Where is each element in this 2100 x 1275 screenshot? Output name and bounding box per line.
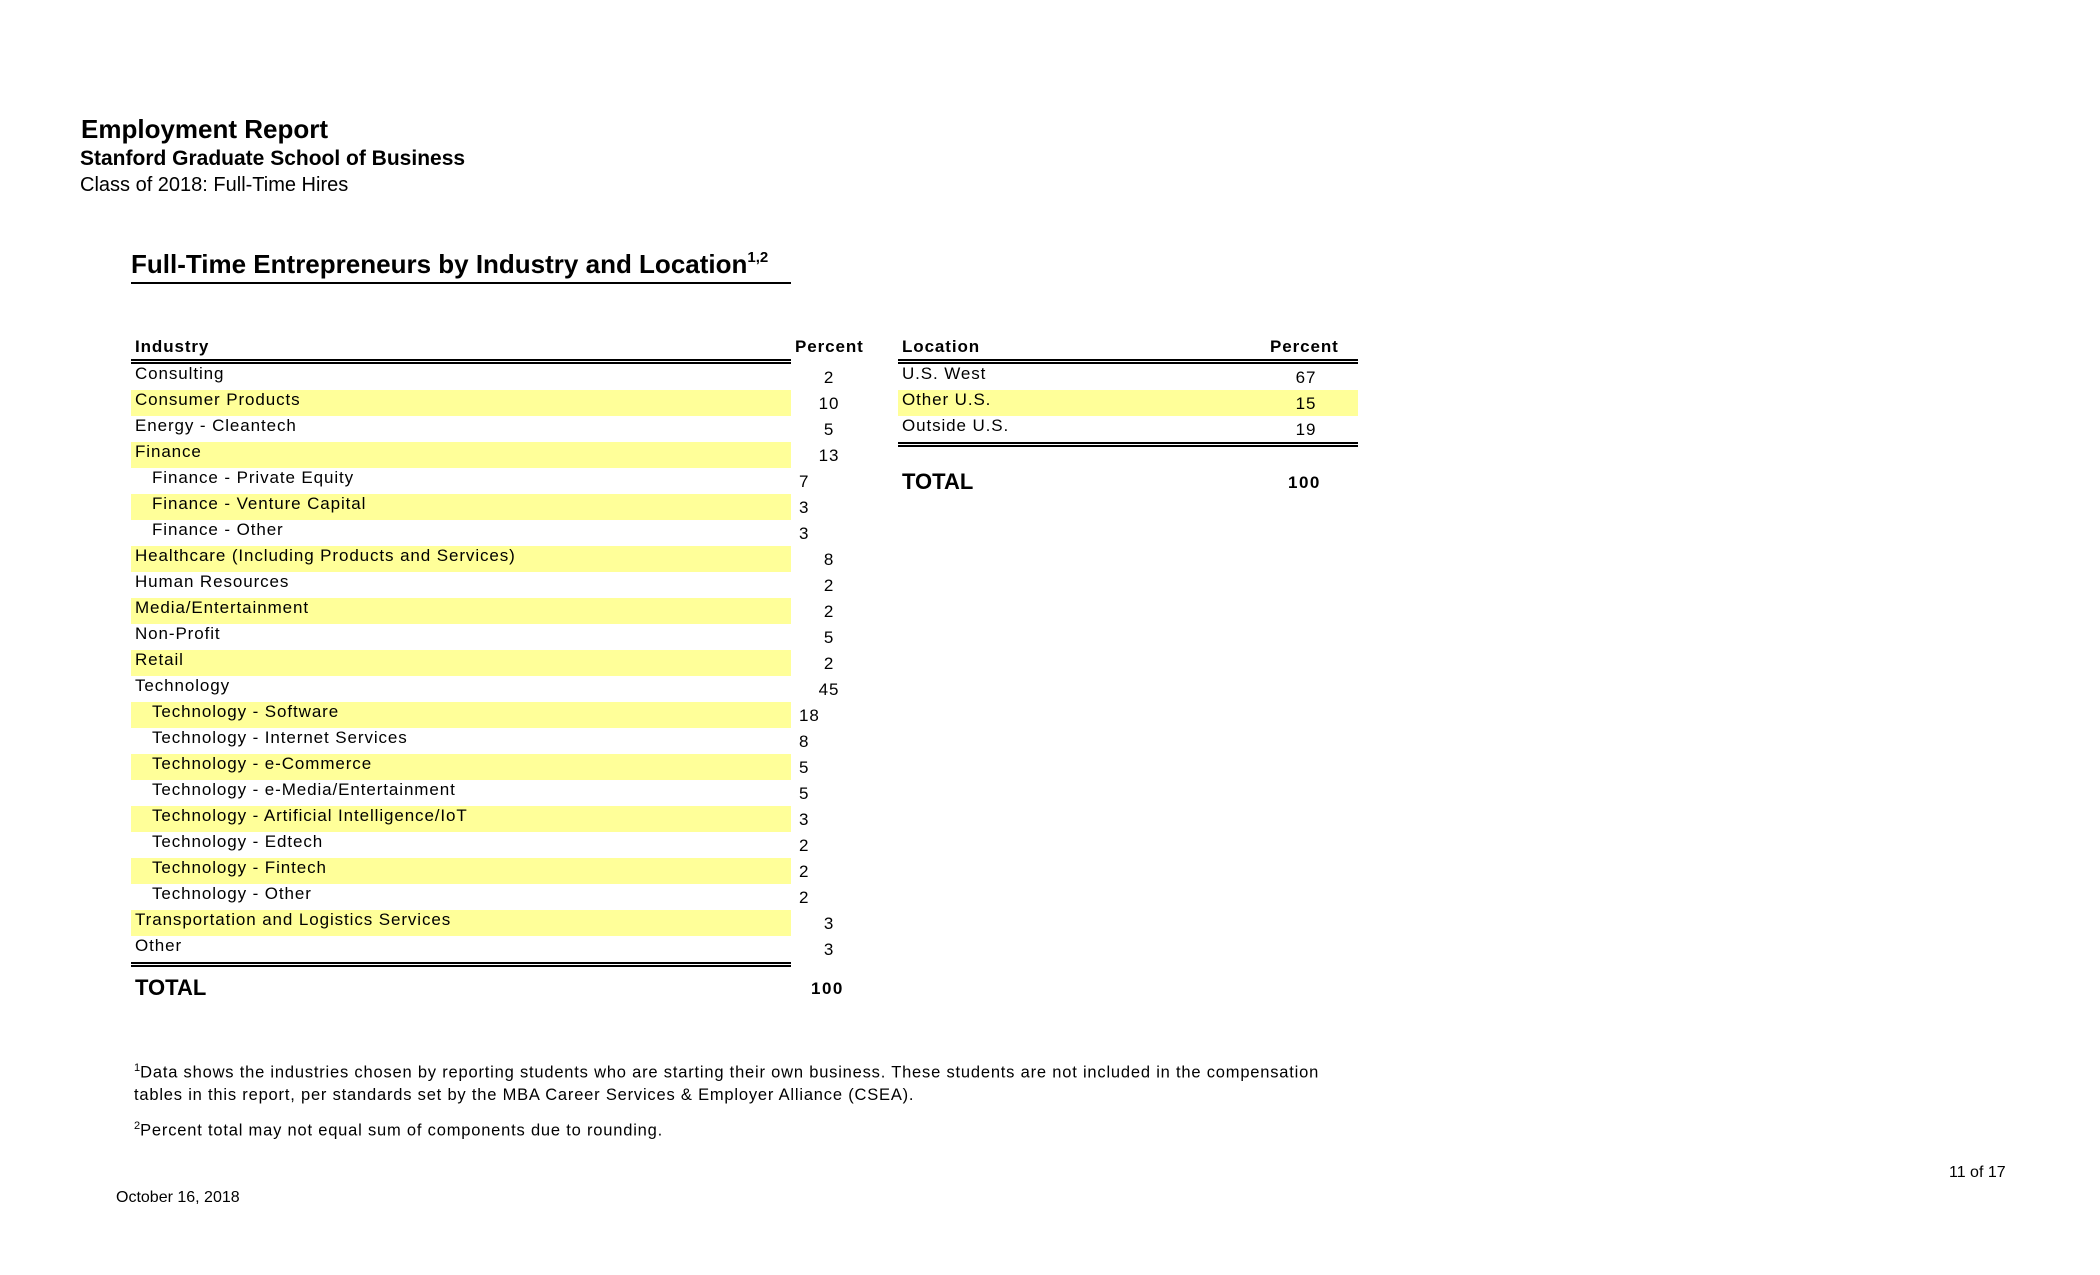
row-percent: 2 (823, 368, 835, 387)
row-percent: 13 (818, 446, 840, 465)
row-label: Finance - Other (152, 520, 284, 539)
row-label: Finance (135, 442, 202, 461)
table-row: Technology - Other 2 (131, 884, 791, 910)
row-percent: 2 (823, 576, 835, 595)
row-label: Human Resources (135, 572, 290, 591)
footnote-2-text: Percent total may not equal sum of components due to rounding. (140, 1121, 664, 1139)
table-row: Technology - e-Commerce 5 (131, 754, 791, 780)
location-percent-column-header: Percent (1270, 337, 1339, 356)
row-percent: 3 (823, 940, 835, 959)
section-footnote-refs: 1,2 (747, 249, 769, 266)
report-title: Employment Report (81, 114, 329, 144)
location-rows (898, 364, 1358, 447)
location-total-value: 100 (1288, 473, 1321, 492)
row-percent: 2 (823, 602, 835, 621)
table-row (131, 936, 835, 967)
row-percent: 10 (818, 394, 840, 413)
row-label: Other (135, 936, 183, 955)
table-row: Technology - Edtech 2 (131, 832, 791, 858)
row-label: Healthcare (Including Products and Services) (135, 546, 516, 565)
row-percent: 67 (1295, 368, 1317, 387)
industry-percent-column-header: Percent (795, 337, 864, 356)
table-row: Technology - Internet Services 8 (131, 728, 791, 754)
row-label: U.S. West (902, 364, 987, 383)
section-title (131, 246, 791, 284)
table-row: Finance - Private Equity 7 (131, 468, 791, 494)
table-row (131, 598, 835, 624)
row-label: Technology - Other (152, 884, 312, 903)
page-number: 11 of 17 (1949, 1164, 2006, 1181)
location-total-row (898, 469, 1358, 499)
row-label: Technology - Internet Services (152, 728, 408, 747)
row-label: Technology - Fintech (152, 858, 327, 877)
row-percent: 45 (818, 680, 840, 699)
school-name: Stanford Graduate School of Business (80, 147, 466, 170)
row-label: Finance - Private Equity (152, 468, 355, 487)
row-label: Consumer Products (135, 390, 301, 409)
row-label: Non-Profit (135, 624, 221, 643)
row-percent: 5 (823, 420, 835, 439)
industry-table-header (131, 333, 864, 364)
row-percent: 3 (823, 914, 835, 933)
row-label: Technology - Artificial Intelligence/IoT (152, 806, 468, 825)
row-percent: 2 (823, 654, 835, 673)
footnote-1 (134, 1057, 1334, 1106)
report-header (81, 113, 465, 198)
table-row: Technology - Fintech 2 (131, 858, 791, 884)
report-date: October 16, 2018 (116, 1189, 240, 1206)
footnote-1-mark: 1 (134, 1062, 141, 1074)
location-table-header (898, 333, 1358, 364)
footnotes (134, 1057, 1334, 1150)
industry-column-header: Industry (135, 337, 210, 356)
industry-total-label: TOTAL (135, 975, 207, 1000)
row-label: Technology - Edtech (152, 832, 324, 851)
section-title-text: Full-Time Entrepreneurs by Industry and Location (131, 249, 748, 279)
location-table (898, 333, 1358, 447)
row-label: Technology - e-Commerce (152, 754, 373, 773)
row-label: Media/Entertainment (135, 598, 309, 617)
row-label: Transportation and Logistics Services (135, 910, 452, 929)
footnote-2 (134, 1115, 1334, 1142)
row-label: Outside U.S. (902, 416, 1010, 435)
row-percent: 15 (1295, 394, 1317, 413)
row-label: Energy - Cleantech (135, 416, 297, 435)
row-percent: 8 (823, 550, 835, 569)
location-total-label: TOTAL (902, 469, 974, 494)
row-label: Technology - Software (152, 702, 340, 721)
table-row (898, 416, 1358, 447)
row-label: Other U.S. (902, 390, 992, 409)
table-row: Technology - Software 18 (131, 702, 791, 728)
table-row: Finance - Other 3 (131, 520, 791, 546)
row-label: Consulting (135, 364, 225, 383)
row-label: Technology (135, 676, 231, 695)
row-label: Technology - e-Media/Entertainment (152, 780, 456, 799)
class-line: Class of 2018: Full-Time Hires (80, 174, 349, 196)
industry-total-row (131, 975, 844, 1005)
table-row (131, 624, 835, 650)
footnote-1-text: Data shows the industries chosen by reporting students who are starting their own business. These students are not included in the compensation tables in this report, per standards set by the MBA Career Services & Employer Alliance (CSEA). (134, 1063, 1320, 1104)
row-label: Retail (135, 650, 184, 669)
industry-table (131, 333, 864, 967)
row-percent: 5 (823, 628, 835, 647)
row-label: Finance - Venture Capital (152, 494, 367, 513)
industry-total-value: 100 (811, 979, 844, 998)
table-row (131, 416, 835, 442)
row-percent: 19 (1295, 420, 1317, 439)
table-row: Finance - Venture Capital 3 (131, 494, 791, 520)
industry-rows (131, 364, 840, 967)
location-column-header: Location (902, 337, 981, 356)
table-row (131, 910, 835, 936)
footnote-2-mark: 2 (134, 1119, 141, 1132)
table-row: Technology - e-Media/Entertainment 5 (131, 780, 791, 806)
table-row: Technology - Artificial Intelligence/IoT 3 (131, 806, 791, 832)
